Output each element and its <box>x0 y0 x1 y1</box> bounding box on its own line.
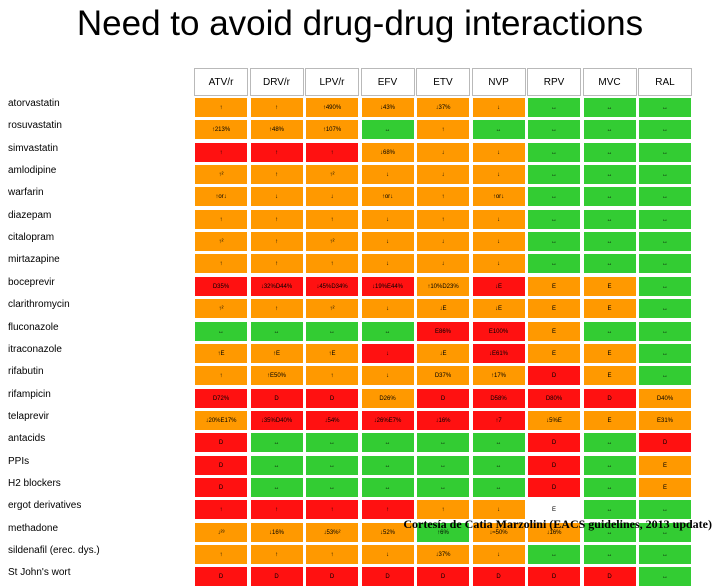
interaction-cell: ↑490% <box>305 97 359 118</box>
interaction-cell: ↔ <box>583 97 637 118</box>
interaction-cell: ↔ <box>527 97 581 118</box>
interaction-cell: E <box>527 321 581 342</box>
interaction-cell: ↑ <box>250 97 304 118</box>
interaction-cell: ↑E <box>250 343 304 364</box>
interaction-cell: ↔ <box>472 455 526 476</box>
interaction-cell: D <box>416 388 470 409</box>
interaction-cell: ↑213% <box>194 119 248 140</box>
interaction-cell: ↓ <box>361 209 415 230</box>
interaction-cell: ↑ <box>250 298 304 319</box>
interaction-cell: ↔ <box>583 231 637 252</box>
table-row <box>5 164 715 185</box>
interaction-cell: D <box>305 388 359 409</box>
interaction-cell: ↓ <box>416 164 470 185</box>
interaction-cell: ↔ <box>583 477 637 498</box>
interaction-cell: ↔ <box>305 432 359 453</box>
interaction-cell: D <box>527 432 581 453</box>
interaction-cell: E <box>527 298 581 319</box>
interaction-cell: ↑ <box>361 499 415 520</box>
column-header: ATV/r <box>194 68 248 96</box>
interaction-cell: ↓E61% <box>472 343 526 364</box>
interaction-cell: D72% <box>194 388 248 409</box>
interaction-cell: ↓≈50% <box>472 522 526 543</box>
interaction-cell: ↓ <box>472 499 526 520</box>
interaction-cell: ↔ <box>583 209 637 230</box>
interaction-cell: ↔ <box>472 477 526 498</box>
interaction-cell: ↑17% <box>472 365 526 386</box>
interaction-cell: ↓32%D44% <box>250 276 304 297</box>
interaction-cell: ↓ <box>472 97 526 118</box>
interaction-cell: ↓ <box>416 231 470 252</box>
column-header: MVC <box>583 68 637 96</box>
table-row <box>5 321 715 342</box>
interaction-cell: E100% <box>472 321 526 342</box>
interaction-cell: ↔ <box>583 164 637 185</box>
interaction-cell: ↑10%D23% <box>416 276 470 297</box>
interaction-cell: ↔ <box>638 365 692 386</box>
interaction-cell: ↔ <box>527 186 581 207</box>
column-header: NVP <box>472 68 526 96</box>
interaction-cell: D <box>361 566 415 587</box>
drug-name: rifabutin <box>8 366 44 378</box>
interaction-cell: ↑ <box>250 231 304 252</box>
column-header: DRV/r <box>250 68 304 96</box>
interaction-cell: ↓ <box>361 253 415 274</box>
interaction-cell: ↓20%E17% <box>194 410 248 431</box>
interaction-cell: E <box>527 343 581 364</box>
interaction-cell: ↑² <box>305 231 359 252</box>
drug-name: diazepam <box>8 209 52 221</box>
interaction-cell: ↓5%E <box>527 410 581 431</box>
interaction-cell: ↑ <box>416 186 470 207</box>
interaction-cell: ↑ <box>250 142 304 163</box>
table-row <box>5 544 715 565</box>
drug-name: methadone <box>8 522 59 534</box>
table-row <box>5 298 715 319</box>
interaction-cell: ↔ <box>305 455 359 476</box>
interaction-cell: ↑ <box>250 499 304 520</box>
interaction-cell: ↔ <box>361 119 415 140</box>
interaction-cell: ↑ <box>250 209 304 230</box>
interaction-cell: ↑ <box>194 253 248 274</box>
interaction-cell: ↔ <box>361 455 415 476</box>
interaction-cell: ↓54% <box>305 410 359 431</box>
drug-name: St John's wort <box>8 567 71 579</box>
interaction-cell: ↓²³ <box>194 522 248 543</box>
interaction-cell: ↑or↓ <box>472 186 526 207</box>
table-row <box>5 97 715 118</box>
drug-name: rifampicin <box>8 388 51 400</box>
interaction-cell: ↑ <box>305 253 359 274</box>
interaction-cell: D <box>194 432 248 453</box>
interaction-cell: ↔ <box>638 522 692 543</box>
interaction-cell: ↑ <box>250 544 304 565</box>
interaction-cell: ↑ <box>194 499 248 520</box>
interaction-cell: ↔ <box>416 477 470 498</box>
interaction-cell: ↔ <box>527 164 581 185</box>
interaction-cell: ↔ <box>583 186 637 207</box>
interaction-cell: ↓E <box>416 298 470 319</box>
interaction-cell: D <box>527 365 581 386</box>
column-header: LPV/r <box>305 68 359 96</box>
table-row <box>5 455 715 476</box>
interaction-cell: ↑ <box>305 499 359 520</box>
interaction-cell: ↓37% <box>416 97 470 118</box>
interaction-cell: ↓37% <box>416 544 470 565</box>
interaction-cell: ↔ <box>250 477 304 498</box>
interaction-cell: ↔ <box>583 432 637 453</box>
interaction-cell: ↔ <box>638 276 692 297</box>
drug-name: rosuvastatin <box>8 120 62 132</box>
interaction-cell: ↔ <box>583 253 637 274</box>
interaction-cell: ↓ <box>416 253 470 274</box>
interaction-cell: ↔ <box>194 321 248 342</box>
interaction-cell: ↑E50% <box>250 365 304 386</box>
interaction-cell: D <box>250 388 304 409</box>
interaction-cell: ↔ <box>583 142 637 163</box>
interaction-cell: E <box>527 499 581 520</box>
slide-title: Need to avoid drug-drug interactions <box>76 4 644 43</box>
drug-name: itraconazole <box>8 343 62 355</box>
interaction-cell: ↑E <box>305 343 359 364</box>
interaction-cell: ↑or↓ <box>361 186 415 207</box>
interaction-cell: ↑² <box>305 298 359 319</box>
interaction-cell: ↔ <box>250 455 304 476</box>
table-row <box>5 365 715 386</box>
drug-name: mirtazapine <box>8 254 60 266</box>
drug-name: H2 blockers <box>8 477 61 489</box>
interaction-cell: ↔ <box>527 119 581 140</box>
interaction-cell: D40% <box>638 388 692 409</box>
table-row <box>5 410 715 431</box>
interaction-cell: ↔ <box>638 97 692 118</box>
table-row <box>5 231 715 252</box>
interaction-cell: ↓ <box>361 365 415 386</box>
interaction-cell: E <box>583 410 637 431</box>
column-header: EFV <box>361 68 415 96</box>
interaction-cell: ↔ <box>638 209 692 230</box>
interaction-cell: ↑7 <box>472 410 526 431</box>
interaction-cell: E <box>527 276 581 297</box>
interaction-cell: ↓53%² <box>305 522 359 543</box>
interaction-cell: D37% <box>416 365 470 386</box>
table-row <box>5 477 715 498</box>
interaction-cell: ↓ <box>472 544 526 565</box>
interaction-cell: ↓45%D34% <box>305 276 359 297</box>
interaction-cell: E <box>583 276 637 297</box>
table-row <box>5 209 715 230</box>
column-header: RAL <box>638 68 692 96</box>
interaction-cell: ↔ <box>638 164 692 185</box>
interaction-cell: D <box>472 566 526 587</box>
drug-name: antacids <box>8 433 46 445</box>
interaction-cell: ↑² <box>305 164 359 185</box>
interaction-cell: ↑ <box>416 119 470 140</box>
drug-name: telaprevir <box>8 410 50 422</box>
interaction-cell: ↓ <box>472 164 526 185</box>
interaction-cell: D <box>527 566 581 587</box>
interaction-cell: ↑² <box>194 298 248 319</box>
drug-name: amlodipine <box>8 165 57 177</box>
interaction-cell: ↔ <box>472 119 526 140</box>
interaction-cell: D35% <box>194 276 248 297</box>
interaction-cell: ↓19%E44% <box>361 276 415 297</box>
interaction-cell: ↔ <box>638 298 692 319</box>
interaction-cell: ↓ <box>472 142 526 163</box>
interaction-cell: ↓ <box>361 343 415 364</box>
interaction-cell: ↔ <box>472 432 526 453</box>
interaction-cell: ↑ <box>194 365 248 386</box>
interaction-cell: D <box>305 566 359 587</box>
interaction-cell: ↔ <box>527 209 581 230</box>
table-row <box>5 343 715 364</box>
interaction-cell: D <box>194 455 248 476</box>
interaction-cell: ↓ <box>250 186 304 207</box>
interaction-cell: ↑² <box>194 164 248 185</box>
interaction-cell: ↔ <box>638 343 692 364</box>
interaction-cell: D58% <box>472 388 526 409</box>
interaction-cell: ↓ <box>472 253 526 274</box>
interaction-cell: ↓ <box>472 231 526 252</box>
drug-name: simvastatin <box>8 142 59 154</box>
interaction-cell: ↑ <box>305 544 359 565</box>
interaction-cell: ↑ <box>305 209 359 230</box>
interaction-cell: ↔ <box>250 321 304 342</box>
interaction-cell: D <box>583 566 637 587</box>
interaction-cell: ↔ <box>638 119 692 140</box>
interaction-cell: ↔ <box>583 499 637 520</box>
interaction-cell: ↔ <box>638 142 692 163</box>
interaction-cell: ↓ <box>472 209 526 230</box>
interaction-cell: ↔ <box>638 231 692 252</box>
interaction-cell: ↔ <box>361 321 415 342</box>
table-row <box>5 119 715 140</box>
interaction-cell: ↔ <box>416 432 470 453</box>
interaction-cell: ↓68% <box>361 142 415 163</box>
interaction-cell: D26% <box>361 388 415 409</box>
interaction-cell: ↔ <box>638 566 692 587</box>
interaction-cell: ↓E <box>416 343 470 364</box>
interaction-cell: ↔ <box>638 499 692 520</box>
interaction-cell: ↓ <box>361 164 415 185</box>
interaction-cell: E <box>583 298 637 319</box>
drug-name: atorvastatin <box>8 98 60 109</box>
interaction-cell: E <box>638 455 692 476</box>
interaction-cell: D80% <box>527 388 581 409</box>
interaction-cell: D <box>527 477 581 498</box>
interaction-cell: ↑ <box>194 209 248 230</box>
interaction-cell: ↓16% <box>416 410 470 431</box>
interaction-cell: ↓ <box>361 231 415 252</box>
interaction-cell: ↔ <box>638 253 692 274</box>
interaction-cell: D <box>638 432 692 453</box>
interaction-cell: ↑ <box>305 365 359 386</box>
interaction-cell: D <box>527 455 581 476</box>
interaction-cell: ↓ <box>361 298 415 319</box>
interaction-cell: ↑ <box>194 97 248 118</box>
table-row <box>5 432 715 453</box>
interaction-cell: ↔ <box>583 544 637 565</box>
drug-name: warfarin <box>8 187 44 199</box>
interaction-cell: E31% <box>638 410 692 431</box>
interaction-cell: ↑E <box>194 343 248 364</box>
interaction-cell: ↑or↓ <box>194 186 248 207</box>
table-row <box>5 276 715 297</box>
interaction-cell: ↔ <box>527 253 581 274</box>
interaction-cell: ↓52% <box>361 522 415 543</box>
table-row <box>5 186 715 207</box>
interaction-cell: ↔ <box>638 321 692 342</box>
interaction-cell: ↑ <box>194 544 248 565</box>
drug-name: boceprevir <box>8 276 55 288</box>
interaction-cell: ↔ <box>361 432 415 453</box>
interaction-cell: ↑ <box>250 164 304 185</box>
interaction-cell: ↔ <box>416 455 470 476</box>
interaction-cell: ↓ <box>416 142 470 163</box>
interaction-cell: ↑ <box>416 499 470 520</box>
interaction-cell: ↑48% <box>250 119 304 140</box>
interaction-cell: E <box>583 365 637 386</box>
interaction-cell: ↑ <box>416 209 470 230</box>
interaction-cell: ↑ <box>305 142 359 163</box>
interaction-cell: D <box>250 566 304 587</box>
interaction-cell: ↔ <box>527 142 581 163</box>
interaction-cell: ↓16% <box>527 522 581 543</box>
interaction-cell: D <box>416 566 470 587</box>
interaction-cell: ↔ <box>305 321 359 342</box>
interaction-cell: ↓E <box>472 276 526 297</box>
interaction-cell: ↔ <box>583 522 637 543</box>
interaction-cell: ↓E <box>472 298 526 319</box>
interaction-cell: ↔ <box>583 321 637 342</box>
interaction-cell: ↔ <box>361 477 415 498</box>
interaction-cell: E <box>638 477 692 498</box>
table-row <box>5 388 715 409</box>
interaction-cell: ↔ <box>583 119 637 140</box>
interaction-cell: ↔ <box>638 544 692 565</box>
interaction-cell: ↑6% <box>416 522 470 543</box>
interaction-cell: ↔ <box>527 231 581 252</box>
drug-name: citalopram <box>8 232 55 244</box>
interaction-cell: D <box>194 477 248 498</box>
interaction-cell: ↔ <box>583 455 637 476</box>
interaction-cell: ↑107% <box>305 119 359 140</box>
interaction-cell: ↑² <box>194 231 248 252</box>
interaction-cell: ↓ <box>305 186 359 207</box>
table-row <box>5 566 715 587</box>
interaction-cell: ↔ <box>527 544 581 565</box>
source-credit: Cortesía de Catia Marzolini (EACS guidelines, 2013 update) <box>403 517 712 531</box>
interaction-cell: ↔ <box>638 186 692 207</box>
drug-name: fluconazole <box>8 321 59 333</box>
interaction-cell: ↓43% <box>361 97 415 118</box>
interaction-cell: E <box>583 343 637 364</box>
interaction-cell: D <box>583 388 637 409</box>
drug-name: clarithromycin <box>8 299 70 311</box>
interaction-cell: E86% <box>416 321 470 342</box>
interaction-cell: D <box>194 566 248 587</box>
drug-name: ergot derivatives <box>8 500 82 512</box>
table-row <box>5 253 715 274</box>
drug-name: sildenafil (erec. dys.) <box>8 545 100 556</box>
interaction-cell: ↔ <box>250 432 304 453</box>
interaction-cell: ↓ <box>361 544 415 565</box>
interaction-cell: ↑ <box>250 253 304 274</box>
table-row <box>5 142 715 163</box>
interaction-cell: ↓35%D40% <box>250 410 304 431</box>
column-header: ETV <box>416 68 470 96</box>
interaction-cell: ↓16% <box>250 522 304 543</box>
interaction-cell: ↑ <box>194 142 248 163</box>
interaction-cell: ↓26%E7% <box>361 410 415 431</box>
interaction-cell: ↔ <box>305 477 359 498</box>
column-header: RPV <box>527 68 581 96</box>
drug-name: PPIs <box>8 455 30 467</box>
